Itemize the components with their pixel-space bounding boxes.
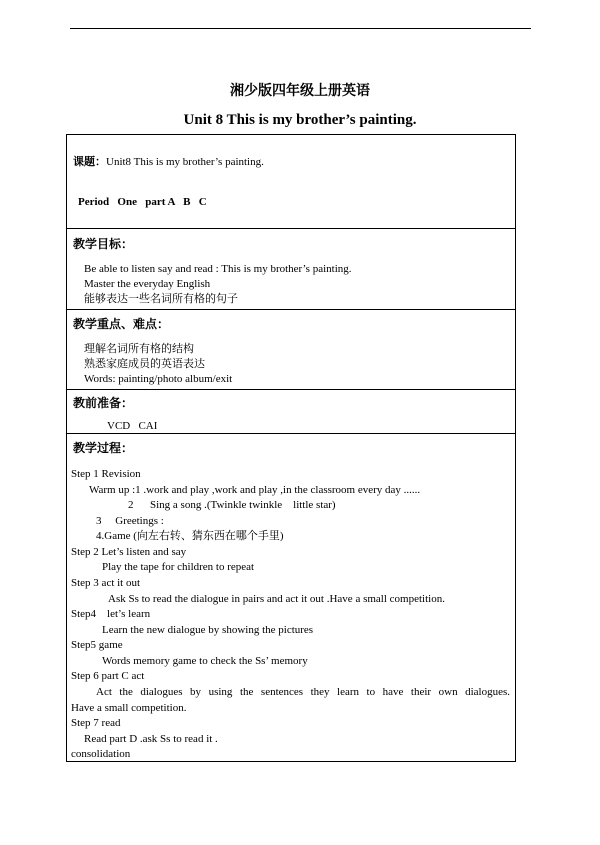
period-line: Period One part A B C — [78, 196, 207, 208]
unit-title: Unit 8 This is my brother’s painting. — [183, 112, 417, 128]
process-line: Learn the new dialogue by showing the pictures — [102, 624, 314, 636]
process-line: Play the tape for children to repeat — [102, 561, 255, 573]
process-line: Step 1 Revision — [71, 468, 141, 480]
process-line: Step 2 Let’s listen and say — [71, 546, 187, 558]
key-points-section — [67, 310, 515, 390]
process-line: Step5 game — [71, 639, 123, 651]
process-section — [67, 434, 515, 761]
topic-label: 课题： — [73, 156, 106, 168]
goals-section — [67, 229, 515, 310]
key-points-heading: 教学重点、难点： — [73, 317, 170, 331]
process-line: Read part D .ask Ss to read it . — [84, 733, 218, 745]
preparation-value: VCD CAI — [107, 420, 158, 432]
topic-section — [67, 135, 515, 229]
process-heading: 教学过程： — [73, 441, 134, 455]
process-line: Step 6 part C act — [71, 670, 145, 682]
process-line: Words memory game to check the Ss’ memory — [102, 655, 308, 667]
goal-line: Master the everyday English — [84, 278, 211, 290]
process-line: 4.Game (向左右转、猜东西在哪个手里) — [96, 530, 284, 542]
process-line: Step 7 read — [71, 717, 121, 729]
process-line: Warm up :1 .work and play ,work and play ,in the classroom every day ...... — [89, 484, 421, 496]
preparation-heading: 教前准备： — [73, 396, 134, 410]
process-line: Ask Ss to read the dialogue in pairs and act it out .Have a small competition. — [108, 593, 445, 605]
topic-line — [73, 156, 264, 169]
process-line: Have a small competition. — [71, 702, 187, 714]
key-point-line: 理解名词所有格的结构 — [84, 343, 194, 355]
key-point-line: Words: painting/photo album/exit — [84, 373, 233, 385]
goals-heading: 教学目标： — [73, 237, 134, 251]
lesson-plan-table — [66, 134, 516, 762]
preparation-section — [67, 390, 515, 434]
document-title: 湘少版四年级上册英语 — [230, 84, 370, 99]
goal-line: 能够表达一些名词所有格的句子 — [84, 293, 238, 305]
process-line: 2 Sing a song .(Twinkle twinkle little star) — [128, 499, 336, 511]
process-line: Step 3 act it out — [71, 577, 141, 589]
topic-value: Unit8 This is my brother’s painting. — [106, 156, 264, 168]
key-point-line: 熟悉家庭成员的英语表达 — [84, 358, 205, 370]
top-rule — [70, 28, 531, 29]
process-line: 3 Greetings : — [96, 515, 164, 527]
goal-line: Be able to listen say and read : This is my brother’s painting. — [84, 263, 352, 275]
process-line: Step4 let’s learn — [71, 608, 151, 620]
process-line: consolidation — [71, 748, 131, 760]
process-line: Act the dialogues by using the sentences they learn to have their own dialogues. — [96, 686, 510, 698]
